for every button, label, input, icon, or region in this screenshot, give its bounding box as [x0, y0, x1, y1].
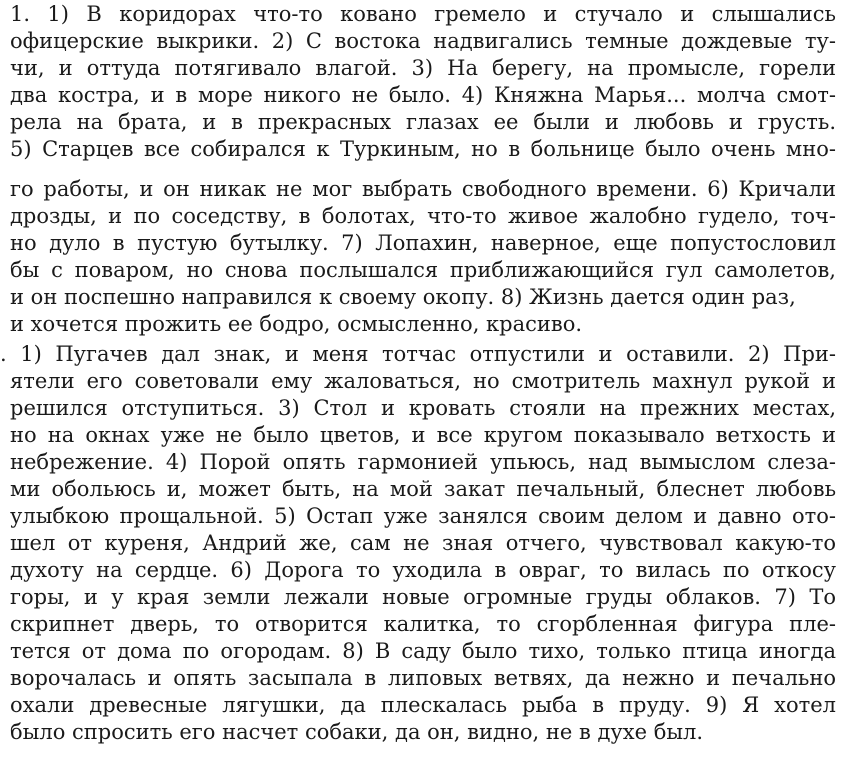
text-line: улыбкою прощальной. 5) Остап уже занялся своим делом и давно ото- — [10, 504, 836, 528]
text-line: два костра, и в море никого не было. 4) Княжна Марья... молча смот- — [10, 83, 836, 107]
text-line: но на окнах уже не было цветов, и все кругом показывало ветхость и — [10, 423, 836, 447]
text-line: 5) Старцев все собирался к Туркиным, но в больнице было очень мно- — [10, 137, 836, 161]
text-line: чи, и оттуда потягивало влагой. 3) На берегу, на промысле, горели — [10, 56, 836, 80]
text-line: бы с поваром, но снова послышался приближающийся гул самолетов, — [10, 258, 836, 282]
text-line: ятели его советовали ему жаловаться, но смотритель махнул рукой и — [10, 369, 836, 393]
text-line: скрипнет дверь, то отворится калитка, то сгорбленная фигура пле- — [10, 612, 836, 636]
text-line: го работы, и он никак не мог выбрать свободного времени. 6) Кричали — [10, 177, 836, 201]
text-line: горы, и у края земли лежали новые огромные груды облаков. 7) То — [10, 585, 836, 609]
text-line: и он поспешно направился к своему окопу. 8) Жизнь дается один раз, — [10, 285, 796, 309]
text-line: и хочется прожить ее бодро, осмысленно, красиво. — [10, 312, 583, 336]
text-line: решился отступиться. 3) Стол и кровать стояли на прежних местах, — [10, 396, 836, 420]
text-line: духоту на сердце. 6) Дорога то уходила в овраг, то вилась по откосу — [10, 558, 836, 582]
text-line: тется от дома по огородам. 8) В саду было тихо, только птица иногда — [10, 639, 836, 663]
text-line: ворочалась и опять засыпала в липовых ветвях, да нежно и печально — [10, 666, 836, 690]
text-line: ми обольюсь и, может быть, на мой закат печальный, блеснет любовь — [10, 477, 836, 501]
text-line: было спросить его насчет собаки, да он, видно, не в духе был. — [10, 720, 704, 744]
text-line: небрежение. 4) Порой опять гармонией упьюсь, над вымыслом слеза- — [10, 450, 836, 474]
text-line: дрозды, и по соседству, в болотах, что-то живое жалобно гудело, точ- — [10, 204, 836, 228]
text-line: офицерские выкрики. 2) С востока надвигались темные дождевые ту- — [10, 29, 836, 53]
text-line: 1. 1) В коридорах что-то ковано гремело и стучало и слышались — [10, 2, 836, 26]
text-line: но дуло в пустую бутылку. 7) Лопахин, наверное, еще попустословил — [10, 231, 836, 255]
text-line: . 1) Пугачев дал знак, и меня тотчас отпустили и оставили. 2) При- — [0, 342, 836, 366]
text-line: охали древесные лягушки, да плескалась рыба в пруду. 9) Я хотел — [10, 693, 836, 717]
text-line: рела на брата, и в прекрасных глазах ее были и любовь и грусть. — [10, 110, 836, 134]
text-line: шел от куреня, Андрий же, сам не зная отчего, чувствовал какую-то — [10, 531, 836, 555]
